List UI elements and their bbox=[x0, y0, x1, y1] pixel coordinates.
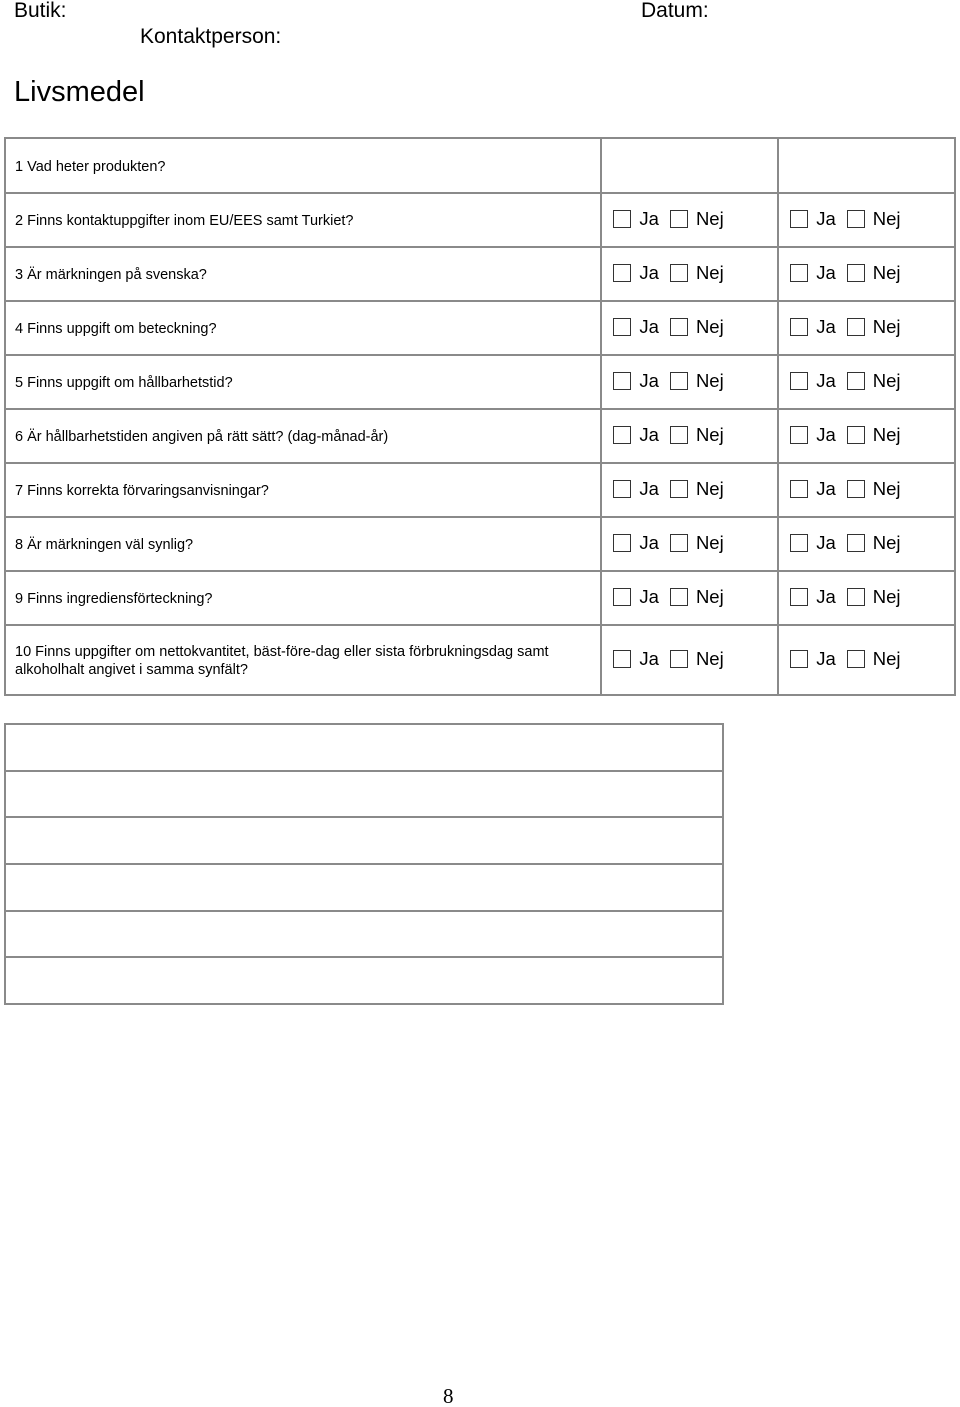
answer-cell-2 bbox=[778, 571, 955, 625]
ja-option[interactable] bbox=[790, 478, 836, 500]
question-row bbox=[5, 409, 955, 463]
nej-option[interactable] bbox=[847, 478, 901, 500]
ja-label: Ja bbox=[816, 315, 836, 337]
nej-checkbox[interactable] bbox=[847, 210, 865, 228]
question-row bbox=[5, 517, 955, 571]
question-text: 2 Finns kontaktuppgifter inom EU/EES samt Turkiet? bbox=[5, 193, 601, 247]
answer-cell-2 bbox=[778, 138, 955, 193]
answer-cell-2 bbox=[778, 247, 955, 301]
notes-row bbox=[5, 771, 723, 818]
nej-option[interactable] bbox=[847, 262, 901, 284]
ja-checkbox[interactable] bbox=[790, 426, 808, 444]
notes-row bbox=[5, 864, 723, 911]
ja-checkbox[interactable] bbox=[613, 318, 631, 336]
nej-checkbox[interactable] bbox=[847, 264, 865, 282]
ja-option[interactable] bbox=[613, 532, 659, 554]
nej-label: Nej bbox=[872, 315, 901, 337]
question-text: 5 Finns uppgift om hållbarhetstid? bbox=[5, 355, 601, 409]
nej-option[interactable] bbox=[847, 532, 901, 554]
nej-option[interactable] bbox=[847, 208, 901, 230]
notes-row bbox=[5, 911, 723, 958]
answer-cell-2 bbox=[778, 625, 955, 695]
date-label: Datum: bbox=[641, 0, 709, 22]
nej-label: Nej bbox=[695, 369, 724, 391]
ja-checkbox[interactable] bbox=[613, 426, 631, 444]
ja-label: Ja bbox=[639, 647, 659, 669]
answer-cell-1 bbox=[601, 301, 778, 355]
ja-option[interactable] bbox=[613, 478, 659, 500]
nej-option[interactable] bbox=[847, 424, 901, 446]
nej-label: Nej bbox=[872, 369, 901, 391]
answer-cell-1 bbox=[601, 517, 778, 571]
nej-checkbox[interactable] bbox=[847, 650, 865, 668]
nej-label: Nej bbox=[695, 207, 724, 229]
ja-checkbox[interactable] bbox=[613, 372, 631, 390]
notes-cell[interactable] bbox=[5, 957, 723, 1004]
question-row bbox=[5, 625, 955, 695]
nej-checkbox[interactable] bbox=[670, 480, 688, 498]
nej-label: Nej bbox=[695, 585, 724, 607]
ja-checkbox[interactable] bbox=[613, 480, 631, 498]
answer-cell-1 bbox=[601, 355, 778, 409]
question-row bbox=[5, 301, 955, 355]
nej-option[interactable] bbox=[670, 208, 724, 230]
ja-label: Ja bbox=[816, 423, 836, 445]
answer-cell-1 bbox=[601, 409, 778, 463]
ja-option[interactable] bbox=[790, 532, 836, 554]
page-number: 8 bbox=[443, 1384, 454, 1407]
ja-checkbox[interactable] bbox=[790, 650, 808, 668]
nej-checkbox[interactable] bbox=[847, 480, 865, 498]
ja-label: Ja bbox=[639, 585, 659, 607]
nej-checkbox[interactable] bbox=[847, 426, 865, 444]
ja-checkbox[interactable] bbox=[613, 650, 631, 668]
notes-cell[interactable] bbox=[5, 864, 723, 911]
question-text: 1 Vad heter produkten? bbox=[5, 138, 601, 193]
ja-label: Ja bbox=[816, 531, 836, 553]
ja-checkbox[interactable] bbox=[790, 264, 808, 282]
ja-label: Ja bbox=[639, 315, 659, 337]
question-row bbox=[5, 138, 955, 193]
ja-label: Ja bbox=[816, 261, 836, 283]
nej-checkbox[interactable] bbox=[670, 264, 688, 282]
ja-option[interactable] bbox=[613, 262, 659, 284]
nej-option[interactable] bbox=[670, 586, 724, 608]
question-row bbox=[5, 355, 955, 409]
ja-label: Ja bbox=[816, 207, 836, 229]
nej-option[interactable] bbox=[670, 478, 724, 500]
nej-checkbox[interactable] bbox=[670, 210, 688, 228]
ja-label: Ja bbox=[639, 477, 659, 499]
ja-label: Ja bbox=[639, 207, 659, 229]
question-row bbox=[5, 571, 955, 625]
nej-label: Nej bbox=[872, 531, 901, 553]
ja-checkbox[interactable] bbox=[613, 264, 631, 282]
question-text: 9 Finns ingrediensförteckning? bbox=[5, 571, 601, 625]
nej-label: Nej bbox=[695, 477, 724, 499]
nej-label: Nej bbox=[872, 585, 901, 607]
ja-checkbox[interactable] bbox=[613, 534, 631, 552]
nej-option[interactable] bbox=[847, 316, 901, 338]
answer-cell-1 bbox=[601, 247, 778, 301]
notes-cell[interactable] bbox=[5, 911, 723, 958]
answer-cell-2 bbox=[778, 301, 955, 355]
question-row bbox=[5, 247, 955, 301]
nej-option[interactable] bbox=[847, 648, 901, 670]
answer-cell-2 bbox=[778, 409, 955, 463]
ja-label: Ja bbox=[816, 585, 836, 607]
ja-checkbox[interactable] bbox=[790, 372, 808, 390]
nej-checkbox[interactable] bbox=[670, 318, 688, 336]
ja-option[interactable] bbox=[613, 424, 659, 446]
ja-label: Ja bbox=[639, 423, 659, 445]
ja-label: Ja bbox=[816, 647, 836, 669]
ja-option[interactable] bbox=[790, 370, 836, 392]
nej-checkbox[interactable] bbox=[670, 588, 688, 606]
nej-label: Nej bbox=[872, 207, 901, 229]
ja-checkbox[interactable] bbox=[790, 480, 808, 498]
ja-option[interactable] bbox=[613, 316, 659, 338]
nej-checkbox[interactable] bbox=[847, 318, 865, 336]
nej-option[interactable] bbox=[670, 370, 724, 392]
ja-label: Ja bbox=[639, 369, 659, 391]
question-text: 6 Är hållbarhetstiden angiven på rätt sätt? (dag-månad-år) bbox=[5, 409, 601, 463]
answer-cell-2 bbox=[778, 193, 955, 247]
ja-option[interactable] bbox=[613, 586, 659, 608]
nej-checkbox[interactable] bbox=[847, 588, 865, 606]
nej-checkbox[interactable] bbox=[847, 372, 865, 390]
nej-option[interactable] bbox=[847, 370, 901, 392]
question-text: 4 Finns uppgift om beteckning? bbox=[5, 301, 601, 355]
question-row bbox=[5, 193, 955, 247]
answer-cell-2 bbox=[778, 517, 955, 571]
ja-option[interactable] bbox=[613, 370, 659, 392]
ja-option[interactable] bbox=[613, 648, 659, 670]
nej-checkbox[interactable] bbox=[670, 372, 688, 390]
notes-cell[interactable] bbox=[5, 771, 723, 818]
ja-label: Ja bbox=[639, 261, 659, 283]
notes-table bbox=[4, 723, 724, 1005]
nej-label: Nej bbox=[695, 531, 724, 553]
store-label: Butik: bbox=[14, 0, 67, 22]
nej-checkbox[interactable] bbox=[670, 534, 688, 552]
ja-option[interactable] bbox=[790, 586, 836, 608]
notes-cell[interactable] bbox=[5, 817, 723, 864]
contact-person-label: Kontaktperson: bbox=[140, 25, 282, 48]
question-table bbox=[4, 137, 956, 696]
answer-cell-1 bbox=[601, 193, 778, 247]
nej-option[interactable] bbox=[847, 586, 901, 608]
question-row bbox=[5, 463, 955, 517]
nej-label: Nej bbox=[695, 647, 724, 669]
nej-option[interactable] bbox=[670, 648, 724, 670]
nej-label: Nej bbox=[695, 261, 724, 283]
answer-cell-2 bbox=[778, 355, 955, 409]
ja-label: Ja bbox=[816, 369, 836, 391]
question-text: 7 Finns korrekta förvaringsanvisningar? bbox=[5, 463, 601, 517]
ja-checkbox[interactable] bbox=[790, 534, 808, 552]
answer-cell-2 bbox=[778, 463, 955, 517]
notes-row bbox=[5, 817, 723, 864]
answer-cell-1 bbox=[601, 463, 778, 517]
ja-checkbox[interactable] bbox=[790, 588, 808, 606]
answer-cell-1 bbox=[601, 138, 778, 193]
nej-option[interactable] bbox=[670, 532, 724, 554]
nej-label: Nej bbox=[695, 315, 724, 337]
ja-option[interactable] bbox=[790, 208, 836, 230]
question-text: 3 Är märkningen på svenska? bbox=[5, 247, 601, 301]
ja-checkbox[interactable] bbox=[613, 210, 631, 228]
nej-option[interactable] bbox=[670, 424, 724, 446]
answer-cell-1 bbox=[601, 625, 778, 695]
nej-label: Nej bbox=[695, 423, 724, 445]
ja-option[interactable] bbox=[790, 262, 836, 284]
page-title: Livsmedel bbox=[14, 76, 145, 108]
ja-option[interactable] bbox=[790, 424, 836, 446]
question-text: 8 Är märkningen väl synlig? bbox=[5, 517, 601, 571]
notes-row bbox=[5, 724, 723, 771]
ja-option[interactable] bbox=[790, 316, 836, 338]
answer-cell-1 bbox=[601, 571, 778, 625]
nej-checkbox[interactable] bbox=[670, 426, 688, 444]
ja-checkbox[interactable] bbox=[613, 588, 631, 606]
nej-label: Nej bbox=[872, 647, 901, 669]
notes-row bbox=[5, 957, 723, 1004]
nej-option[interactable] bbox=[670, 316, 724, 338]
question-text: 10 Finns uppgifter om nettokvantitet, bäst-före-dag eller sista förbrukningsdag samt alkoholhalt angivet i samma synfält? bbox=[5, 625, 601, 695]
ja-label: Ja bbox=[816, 477, 836, 499]
ja-option[interactable] bbox=[790, 648, 836, 670]
ja-checkbox[interactable] bbox=[790, 318, 808, 336]
nej-label: Nej bbox=[872, 261, 901, 283]
ja-checkbox[interactable] bbox=[790, 210, 808, 228]
nej-label: Nej bbox=[872, 423, 901, 445]
notes-cell[interactable] bbox=[5, 724, 723, 771]
ja-label: Ja bbox=[639, 531, 659, 553]
nej-checkbox[interactable] bbox=[847, 534, 865, 552]
ja-option[interactable] bbox=[613, 208, 659, 230]
nej-option[interactable] bbox=[670, 262, 724, 284]
nej-checkbox[interactable] bbox=[670, 650, 688, 668]
nej-label: Nej bbox=[872, 477, 901, 499]
